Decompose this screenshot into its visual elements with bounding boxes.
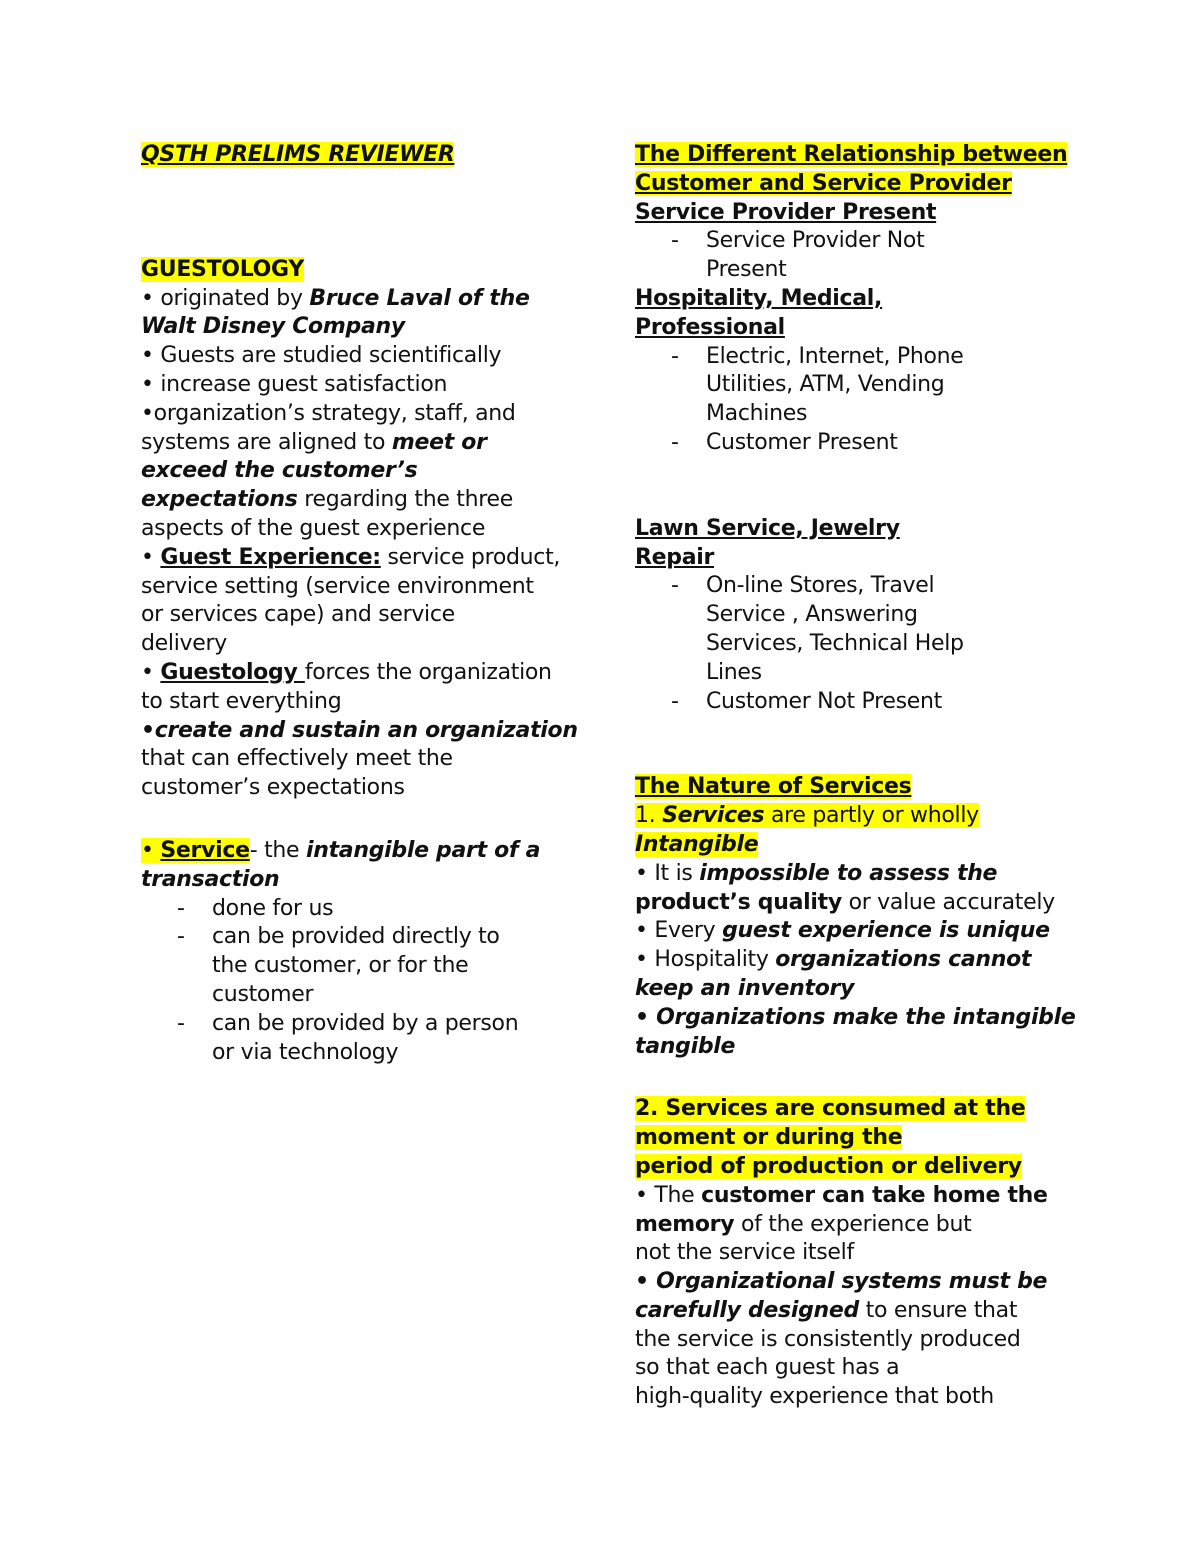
service-list-item: - done for us (141, 895, 581, 924)
hospitality-heading: Hospitality, Medical, Professional (635, 285, 883, 340)
nature-point-2: 2. Services are consumed at the moment or during the period of production or delivery (635, 1096, 1026, 1179)
guestology-bullet-alignment: •organization’s strategy, staff, and systems are aligned to meet or exceed the customer’s expectations regarding the three aspects of the guest experience (141, 400, 516, 541)
guestology-heading: GUESTOLOGY (141, 256, 304, 282)
lawn-heading: Lawn Service, Jewelry Repair (635, 515, 900, 570)
guestology-bullet-scientific: • Guests are studied scientifically (141, 343, 502, 369)
nature-1-bullet-tangible: • Organizations make the intangible tangible (635, 1004, 1076, 1059)
relationship-list-item: - On-line Stores, Travel Service , Answering Services, Technical Help Lines (635, 572, 1075, 687)
nature-heading: The Nature of Services (635, 774, 912, 800)
sp-present-heading: Service Provider Present (635, 199, 937, 225)
nature-1-bullet-assess: • It is impossible to assess the product’s quality or value accurately (635, 860, 1055, 915)
guestology-bullet-guest-experience: • Guest Experience: service product, service setting (service environment or services cape) and service delivery (141, 544, 561, 657)
relationship-list-item: - Electric, Internet, Phone Utilities, ATM, Vending Machines (635, 343, 1075, 429)
nature-2-bullet-systems: • Organizational systems must be carefully designed to ensure that the service is consistently produced so that each guest has a high-quality experience that both (635, 1269, 1048, 1410)
guestology-bullet-origin: • originated by Bruce Laval of the Walt Disney Company (141, 285, 530, 340)
relationship-list-item: - Customer Present (635, 429, 1075, 458)
nature-1-bullet-unique: • Every guest experience is unique (635, 918, 1050, 944)
nature-2-bullet-memory: • The customer can take home the memory of the experience but not the service itself (635, 1182, 1048, 1266)
guestology-bullet-create: •create and sustain an organization that can effectively meet the customer’s expectations (141, 717, 578, 801)
service-list-item: - can be provided by a person or via technology (141, 1010, 581, 1068)
service-list-item: - can be provided directly to the customer, or for the customer (141, 923, 581, 1009)
relationship-list-item: - Customer Not Present (635, 688, 1075, 717)
service-definition: • Service- the intangible part of a transaction (141, 837, 541, 892)
right-column (635, 141, 1075, 1412)
service-list (141, 895, 581, 1068)
relationship-list-item: - Service Provider Not Present (635, 227, 1075, 285)
nature-point-1: 1. Services are partly or wholly Intangible (635, 803, 979, 857)
guestology-bullet-forces: • Guestology forces the organization to start everything (141, 659, 552, 714)
guestology-bullet-satisfaction: • increase guest satisfaction (141, 371, 448, 397)
left-column (141, 141, 581, 1067)
document-title: QSTH PRELIMS REVIEWER (141, 142, 455, 167)
relationship-heading: The Different Relationship between Customer and Service Provider (635, 142, 1068, 196)
nature-1-bullet-inventory: • Hospitality organizations cannot keep an inventory (635, 947, 1032, 1001)
